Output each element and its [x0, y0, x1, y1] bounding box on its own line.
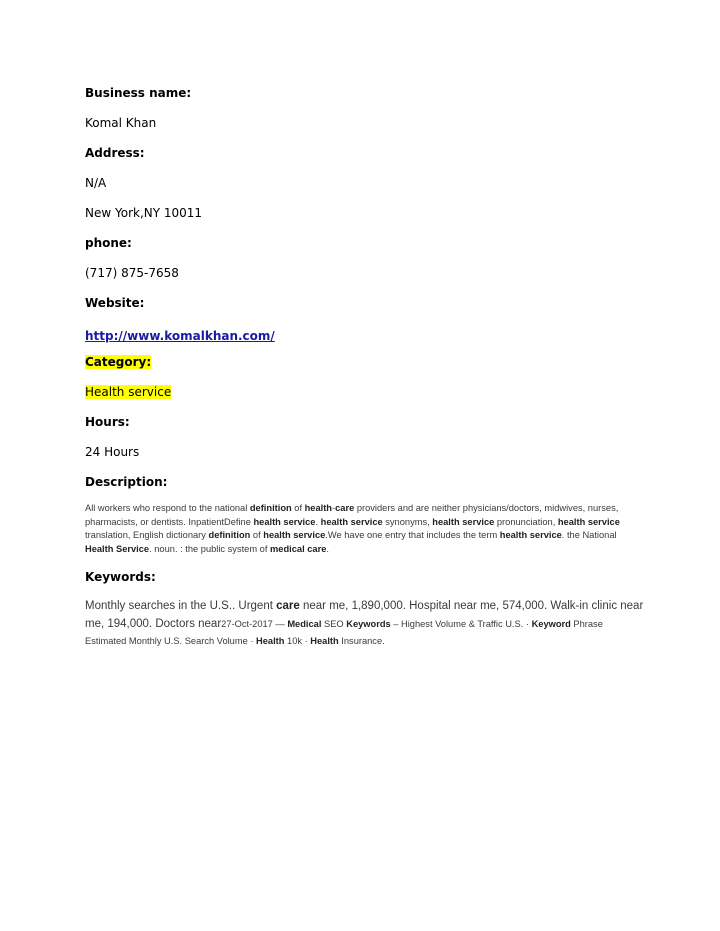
address-line-2: New York,NY 10011 [85, 206, 203, 220]
address-label: Address: [85, 146, 145, 160]
business-name-value: Komal Khan [85, 116, 157, 130]
category-label: Category: [85, 355, 152, 369]
keywords-text: Monthly searches in the U.S.. Urgent care near me, 1,890,000. Hospital near me, 574,000. Walk-in clinic near me, 194,000. Doctors near27-Oct-2017 — Medical SEO Keywords – Highest Volume & Traffic U.S. · Keyword Phrase Estimated Monthly U.S. Search Volume · Health 10k · Health Insurance. [85, 600, 644, 646]
address-line-1: N/A [85, 176, 107, 190]
website-link[interactable]: http://www.komalkhan.com/ [85, 329, 275, 343]
business-name-label: Business name: [85, 86, 192, 100]
description-text: All workers who respond to the national definition of health-care providers and are neither physicians/doctors, midwives, nurses, pharmacists, or dentists. InpatientDefine health service. health service synonyms, health service pronunciation, health service translation, English dictionary definition of health service.We have one entry that includes the term health service. the National Health Service. noun. : the public system of medical care. [85, 503, 620, 554]
category-value: Health service [85, 385, 172, 399]
phone-value: (717) 875-7658 [85, 266, 179, 280]
keywords-label: Keywords: [85, 570, 156, 584]
hours-label: Hours: [85, 415, 130, 429]
website-label: Website: [85, 296, 145, 310]
hours-value: 24 Hours [85, 445, 140, 459]
description-label: Description: [85, 475, 168, 489]
phone-label: phone: [85, 236, 132, 250]
